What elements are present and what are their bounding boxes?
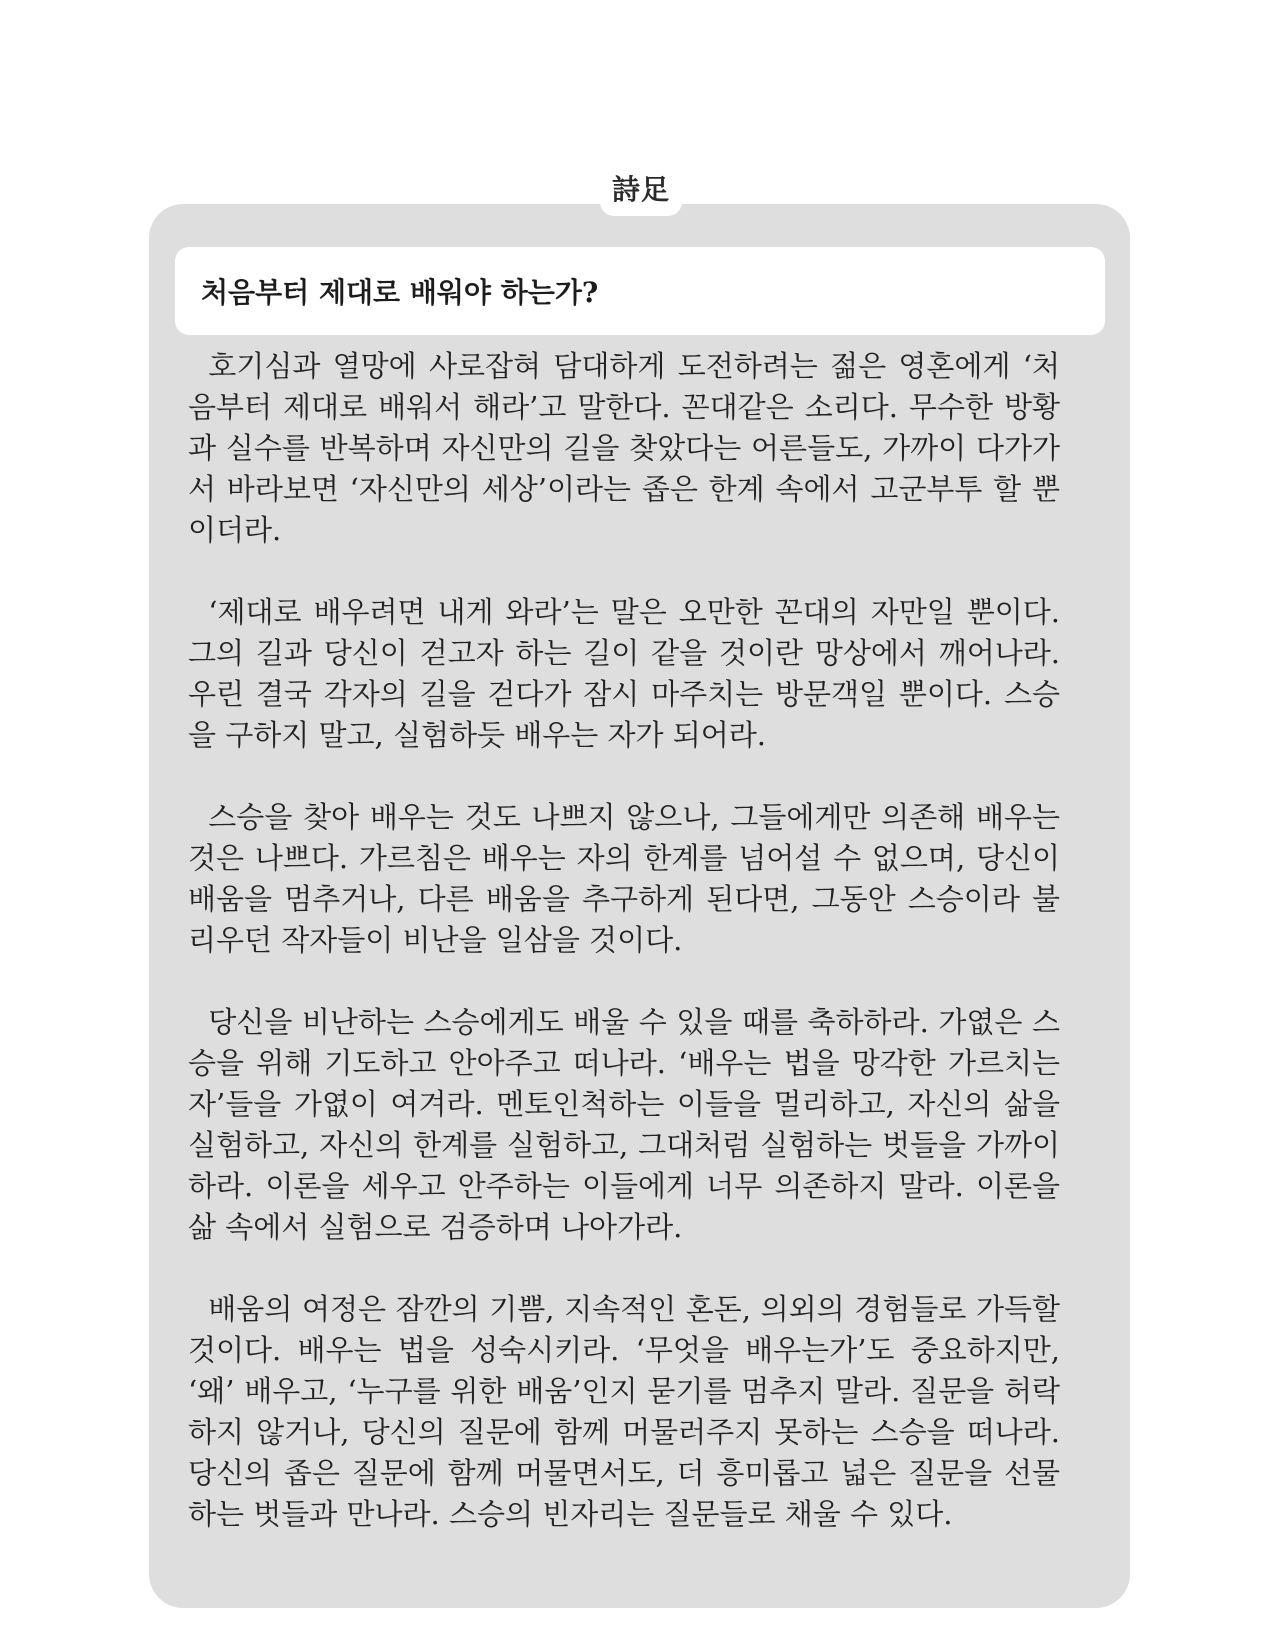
body-text <box>188 346 1060 1535</box>
title-box <box>175 247 1105 335</box>
paragraph-2: ‘제대로 배우려면 내게 와라’는 말은 오만한 꼰대의 자만일 뿐이다. 그의 길과 당신이 걷고자 하는 길이 같을 것이란 망상에서 깨어나라. 우린 결국 각자의 길을 걷다가 잠시 마주치는 방문객일 뿐이다. 스승을 구하지 말고, 실험하듯 배우는 자가 되어라. <box>188 595 1060 752</box>
paragraph-4: 당신을 비난하는 스승에게도 배울 수 있을 때를 축하하라. 가엾은 스승을 위해 기도하고 안아주고 떠나라. ‘배우는 법을 망각한 가르치는 자’들을 가엾이 여겨라. 멘토인척하는 이들을 멀리하고, 자신의 삶을 실험하고, 자신의 한계를 실험하고, 그대처럼 실험하는 벗들을 가까이 하라. 이론을 세우고 안주하는 이들에게 너무 의존하지 말라. 이론을 삶 속에서 실험으로 검증하며 나아가라. <box>188 1005 1060 1244</box>
section-tab-label <box>600 160 682 216</box>
paragraph-3: 스승을 찾아 배우는 것도 나쁘지 않으나, 그들에게만 의존해 배우는 것은 나쁘다. 가르침은 배우는 자의 한계를 넘어설 수 없으며, 당신이 배움을 멈추거나, 다른 배움을 추구하게 된다면, 그동안 스승이라 불리우던 작자들이 비난을 일삼을 것이다. <box>188 800 1060 957</box>
section-tab-text: 詩足 <box>611 173 670 206</box>
page-title: 처음부터 제대로 배워야 하는가? <box>201 276 599 309</box>
paragraph-1: 호기심과 열망에 사로잡혀 담대하게 도전하려는 젊은 영혼에게 ‘처음부터 제대로 배워서 해라’고 말한다. 꼰대같은 소리다. 무수한 방황과 실수를 반복하며 자신만의 길을 찾았다는 어른들도, 가까이 다가가서 바라보면 ‘자신만의 세상’이라는 좁은 한계 속에서 고군부투 할 뿐이더라. <box>188 349 1060 547</box>
paragraph-5: 배움의 여정은 잠깐의 기쁨, 지속적인 혼돈, 의외의 경험들로 가득할 것이다. 배우는 법을 성숙시키라. ‘무엇을 배우는가’도 중요하지만, ‘왜’ 배우고, ‘누구를 위한 배움’인지 묻기를 멈추지 말라. 질문을 허락하지 않거나, 당신의 질문에 함께 머물러주지 못하는 스승을 떠나라. 당신의 좁은 질문에 함께 머물면서도, 더 흥미롭고 넓은 질문을 선물하는 벗들과 만나라. 스승의 빈자리는 질문들로 채울 수 있다. <box>188 1292 1060 1531</box>
